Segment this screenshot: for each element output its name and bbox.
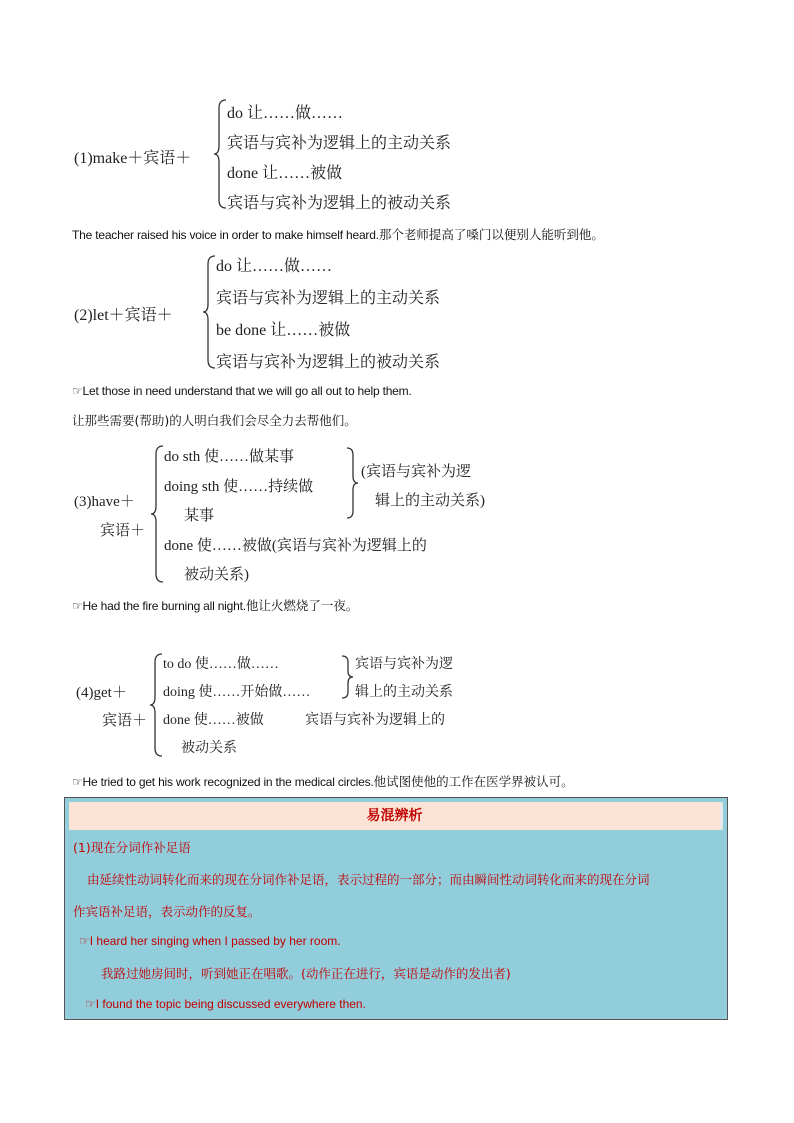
confusion-para-line-2: 作宾语补足语，表示动作的反复。	[73, 904, 261, 919]
have-line-done-cont: 被动关系)	[184, 567, 249, 583]
confusion-example-1-en: ☞I heard her singing when I passed by her room.	[79, 934, 341, 948]
have-line-doing-cont: 某事	[184, 508, 215, 524]
let-line-passive: 宾语与宾补为逻辑上的被动关系	[216, 354, 441, 371]
make-brace	[214, 98, 228, 210]
have-brace	[151, 444, 165, 584]
make-example-cn: 那个老师提高了嗓门以便别人能听到他。	[378, 227, 604, 242]
make-line-do: do 让……做……	[227, 105, 344, 122]
make-example-en: The teacher raised his voice in order to make himself heard.	[72, 228, 379, 242]
let-example-cn: 让那些需要(帮助)的人明白我们会尽全力去帮他们。	[72, 413, 357, 428]
get-label-2: 宾语＋	[102, 713, 148, 729]
let-line-active: 宾语与宾补为逻辑上的主动关系	[216, 290, 441, 307]
confusion-box	[64, 797, 728, 1020]
have-side-note-2: 辑上的主动关系)	[375, 493, 485, 509]
have-right-brace	[347, 446, 359, 520]
make-example	[72, 225, 604, 243]
have-line-doing: doing sth 使……持续做	[164, 479, 314, 495]
confusion-subtitle: (1)现在分词作补足语	[73, 840, 191, 855]
get-label-1: (4)get＋	[76, 685, 127, 701]
get-line-todo: to do 使……做……	[163, 657, 279, 672]
have-line-done: done 使……被做(宾语与宾补为逻辑上的	[164, 538, 427, 554]
let-brace	[203, 254, 217, 370]
confusion-example-1-cn: 我路过她房间时，听到她正在唱歌。(动作正在进行，宾语是动作的发出者)	[101, 966, 511, 981]
get-passive-note: 宾语与宾补为逻辑上的	[305, 713, 445, 728]
confusion-box-title: 易混辨析	[69, 802, 723, 830]
get-example	[72, 772, 574, 790]
have-line-do: do sth 使……做某事	[164, 449, 295, 465]
confusion-example-2-en: ☞I found the topic being discussed everywhere then.	[85, 997, 366, 1011]
have-label-1: (3)have＋	[74, 494, 135, 510]
make-line-done: done 让……被做	[227, 165, 343, 182]
let-line-bedone: be done 让……被做	[216, 322, 351, 339]
get-example-cn: 他试图使他的工作在医学界被认可。	[373, 774, 574, 789]
have-side-note-1: (宾语与宾补为逻	[361, 464, 471, 480]
get-side-note-2: 辑上的主动关系	[355, 685, 453, 700]
let-line-do: do 让……做……	[216, 258, 333, 275]
confusion-para-line-1: 由延续性动词转化而来的现在分词作补足语，表示过程的一部分；而由瞬间性动词转化而来的现在分词	[87, 872, 650, 887]
have-example-en: ☞He had the fire burning all night.	[72, 599, 246, 613]
have-label-2: 宾语＋	[100, 523, 146, 539]
let-label: (2)let＋宾语＋	[74, 307, 173, 324]
make-line-active: 宾语与宾补为逻辑上的主动关系	[227, 135, 452, 152]
get-line-done: done 使……被做	[163, 713, 264, 728]
have-example	[72, 596, 358, 614]
get-line-doing: doing 使……开始做……	[163, 685, 311, 700]
make-label: (1)make＋宾语＋	[74, 150, 192, 167]
get-line-done-cont: 被动关系	[181, 741, 237, 756]
have-example-cn: 他让火燃烧了一夜。	[245, 598, 359, 613]
get-side-note-1: 宾语与宾补为逻	[355, 657, 453, 672]
get-right-brace	[342, 654, 354, 700]
let-example-en: ☞Let those in need understand that we will go all out to help them.	[72, 384, 412, 398]
get-brace	[150, 652, 164, 758]
make-line-passive: 宾语与宾补为逻辑上的被动关系	[227, 195, 452, 212]
get-example-en: ☞He tried to get his work recognized in the medical circles.	[72, 775, 374, 789]
